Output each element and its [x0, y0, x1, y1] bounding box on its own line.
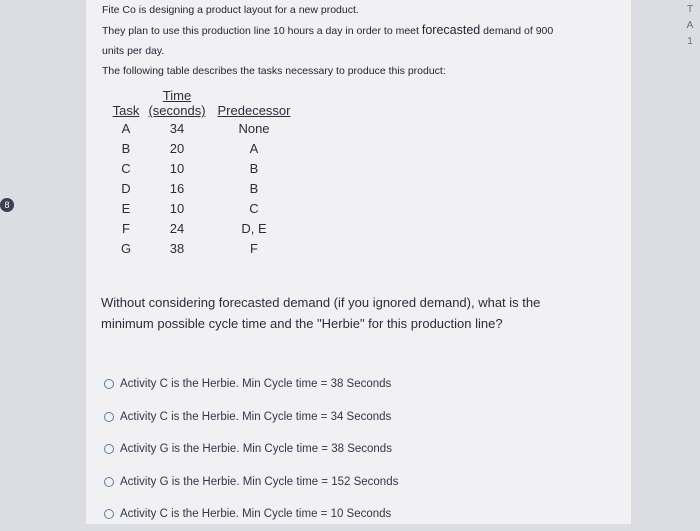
predecessor-cell: A: [249, 140, 259, 156]
header-predecessor: Predecessor: [217, 103, 291, 118]
answer-option[interactable]: [104, 401, 398, 434]
task-cell: D: [121, 180, 131, 196]
answer-option[interactable]: [104, 368, 398, 401]
time-cell: 16: [169, 180, 185, 196]
table-row: [108, 118, 298, 138]
predecessor-cell: None: [238, 120, 270, 136]
answer-label: Activity C is the Herbie. Min Cycle time = 34 Seconds: [120, 410, 392, 423]
task-cell: A: [121, 120, 131, 136]
intro-line: [102, 20, 553, 41]
table-row: [108, 238, 298, 258]
side-panel-fragment: [680, 0, 700, 82]
table-row: [108, 138, 298, 158]
question-line: minimum possible cycle time and the "Herbie" for this production line?: [101, 316, 503, 331]
radio-button[interactable]: [104, 412, 114, 422]
radio-button[interactable]: [104, 379, 114, 389]
predecessor-cell: D, E: [241, 220, 267, 236]
radio-button[interactable]: [104, 477, 114, 487]
side-letter: A: [686, 20, 694, 31]
answer-label: Activity G is the Herbie. Min Cycle time = 152 Seconds: [120, 475, 399, 488]
task-cell: F: [122, 220, 130, 236]
header-time-line1: Time: [162, 88, 192, 103]
time-cell: 38: [169, 240, 185, 256]
task-cell: B: [121, 140, 131, 156]
predecessor-cell: C: [249, 200, 259, 216]
answer-option[interactable]: [104, 466, 398, 499]
answer-label: Activity C is the Herbie. Min Cycle time = 10 Seconds: [120, 508, 392, 521]
task-cell: E: [121, 200, 131, 216]
side-letter: T: [686, 4, 694, 15]
table-row: [108, 198, 298, 218]
answer-options: [104, 368, 398, 531]
task-table: [108, 88, 298, 258]
time-cell: 10: [169, 200, 185, 216]
table-row: [108, 218, 298, 238]
predecessor-cell: B: [249, 160, 259, 176]
question-number-badge: 8: [0, 198, 14, 212]
radio-button[interactable]: [104, 509, 114, 519]
predecessor-cell: F: [250, 240, 258, 256]
intro-emphasis: forecasted: [421, 23, 481, 37]
answer-option[interactable]: [104, 433, 398, 466]
radio-button[interactable]: [104, 444, 114, 454]
table-row: [108, 158, 298, 178]
time-cell: 10: [169, 160, 185, 176]
header-task: Task: [112, 103, 140, 118]
task-cell: G: [120, 240, 132, 256]
answer-option[interactable]: [104, 498, 398, 531]
predecessor-cell: B: [249, 180, 259, 196]
header-time-line2: (seconds): [148, 103, 206, 118]
intro-text: demand of 900: [480, 25, 554, 37]
time-cell: 20: [169, 140, 185, 156]
time-cell: 24: [169, 220, 185, 236]
task-cell: C: [121, 160, 131, 176]
intro-line: The following table describes the tasks necessary to produce this product:: [102, 65, 446, 77]
question-text: [101, 292, 561, 334]
intro-line: Fite Co is designing a product layout for a new product.: [102, 4, 359, 16]
time-cell: 34: [169, 120, 185, 136]
answer-label: Activity C is the Herbie. Min Cycle time = 38 Seconds: [120, 378, 392, 391]
table-row: [108, 178, 298, 198]
header-time: [144, 88, 210, 118]
intro-text: They plan to use this production line 10 hours a day in order to meet: [102, 25, 422, 37]
problem-intro: [102, 0, 553, 81]
side-letter: 1: [687, 36, 693, 47]
question-line: Without considering forecasted demand (if you ignored demand), what is the: [101, 295, 541, 310]
intro-line: units per day.: [102, 45, 165, 57]
answer-label: Activity G is the Herbie. Min Cycle time = 38 Seconds: [120, 443, 392, 456]
